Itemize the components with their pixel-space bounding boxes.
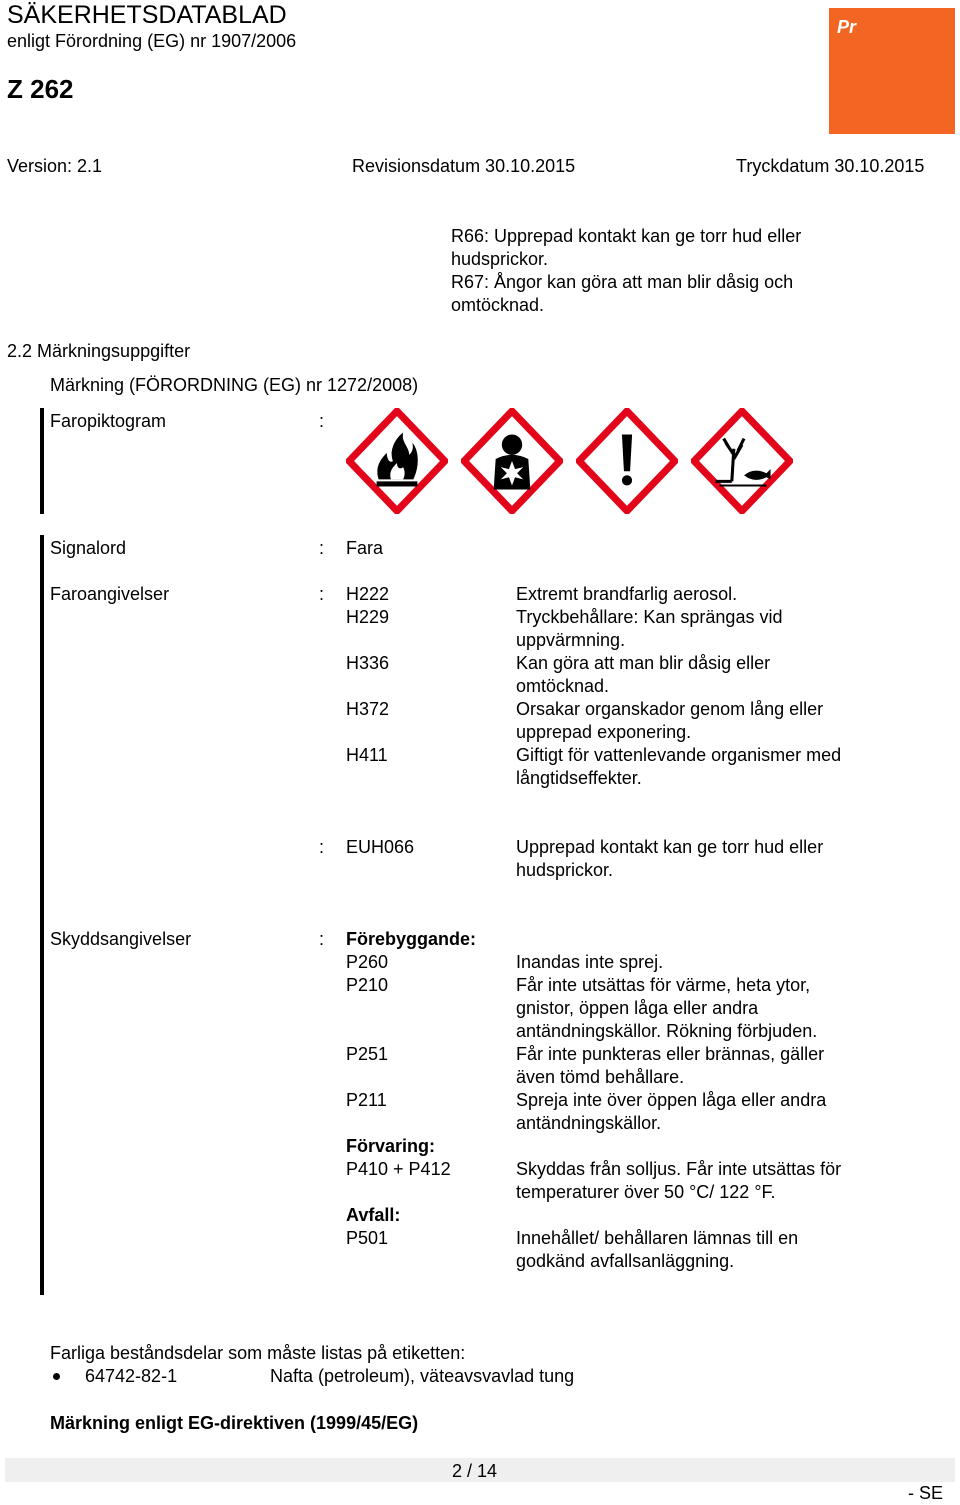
hazard-label: Faroangivelser: [50, 584, 170, 604]
precaution-text: Spreja inte över öppen låga eller andra: [516, 1090, 827, 1110]
disposal-heading: Avfall:: [346, 1205, 401, 1225]
precaution-text: även tömd behållare.: [516, 1067, 685, 1087]
document-title: SÄKERHETSDATABLAD: [7, 1, 287, 29]
pictogram-colon: :: [319, 411, 325, 431]
section-heading: 2.2 Märkningsuppgifter: [7, 341, 191, 361]
prevention-heading: Förebyggande:: [346, 929, 477, 949]
exclamation-icon: [576, 408, 678, 514]
precaution-text: godkänd avfallsanläggning.: [516, 1251, 735, 1271]
precaution-text: gnistor, öppen låga eller andra: [516, 998, 759, 1018]
page-number: 2 / 14: [452, 1461, 498, 1481]
hazard-text: omtöcknad.: [516, 676, 610, 696]
product-name: Z 262: [7, 74, 74, 104]
health-hazard-icon: [461, 408, 563, 514]
hazard-text: Tryckbehållare: Kan sprängas vid: [516, 607, 783, 627]
r-phrase-line: R66: Upprepad kontakt kan ge torr hud eller: [451, 226, 802, 246]
precaution-text: antändningskällor. Rökning förbjuden.: [516, 1021, 818, 1041]
hazard-text: uppvärmning.: [516, 630, 626, 650]
precaution-text: temperaturer över 50 °C/ 122 °F.: [516, 1182, 776, 1202]
section-bar: [40, 408, 44, 514]
logo-text: Pr: [837, 17, 857, 37]
signal-word-label: Signalord: [50, 538, 127, 558]
section-bar: [40, 535, 44, 1295]
company-logo: [829, 8, 955, 134]
print-date: Tryckdatum 30.10.2015: [736, 156, 925, 176]
precaution-text: Inandas inte sprej.: [516, 952, 664, 972]
hazard-text: långtidseffekter.: [516, 768, 642, 788]
precaution-text: Skyddas från solljus. Får inte utsättas för: [516, 1159, 842, 1179]
flame-icon: [346, 408, 448, 514]
precaution-code: P501: [346, 1228, 389, 1248]
bullet-icon: [53, 1373, 60, 1380]
hazard-code: H229: [346, 607, 390, 627]
revision-date: Revisionsdatum 30.10.2015: [352, 156, 576, 176]
precaution-label: Skyddsangivelser: [50, 929, 192, 949]
precaution-colon: :: [319, 929, 325, 949]
precaution-code: P251: [346, 1044, 389, 1064]
hazard-text: Giftigt för vattenlevande organismer med: [516, 745, 842, 765]
component-cas: 64742-82-1: [85, 1366, 178, 1386]
hazard-text: Orsakar organskador genom lång eller: [516, 699, 824, 719]
hazard-text: upprepad exponering.: [516, 722, 692, 742]
euh-colon: :: [319, 837, 325, 857]
hazard-text: Kan göra att man blir dåsig eller: [516, 653, 771, 673]
hazard-code: H336: [346, 653, 390, 673]
hazard-code: H372: [346, 699, 390, 719]
precaution-text: Får inte punkteras eller brännas, gäller: [516, 1044, 825, 1064]
r-phrase-line: R67: Ångor kan göra att man blir dåsig och: [451, 272, 794, 292]
euh-text: Upprepad kontakt kan ge torr hud eller: [516, 837, 824, 857]
precaution-text: Innehållet/ behållaren lämnas till en: [516, 1228, 799, 1248]
r-phrase-line: omtöcknad.: [451, 295, 545, 315]
precaution-text: antändningskällor.: [516, 1113, 662, 1133]
precaution-code: P410 + P412: [346, 1159, 451, 1179]
precaution-code: P210: [346, 975, 389, 995]
hazard-code: H222: [346, 584, 390, 604]
pictogram-label: Faropiktogram: [50, 411, 167, 431]
country-code: - SE: [908, 1483, 944, 1503]
components-heading: Farliga beståndsdelar som måste listas på etiketten:: [50, 1343, 466, 1363]
signal-word-colon: :: [319, 538, 325, 558]
regulation-heading: Märkning (FÖRORDNING (EG) nr 1272/2008): [50, 375, 419, 395]
r-phrase-line: hudsprickor.: [451, 249, 549, 269]
hazard-text: Extremt brandfarlig aerosol.: [516, 584, 738, 604]
hazard-colon: :: [319, 584, 325, 604]
directive-heading: Märkning enligt EG-direktiven (1999/45/EG): [50, 1413, 419, 1433]
version-label: Version: 2.1: [7, 156, 103, 176]
environment-icon: [691, 408, 793, 514]
precaution-code: P260: [346, 952, 389, 972]
hazard-code: H411: [346, 745, 388, 765]
document-subtitle: enligt Förordning (EG) nr 1907/2006: [7, 31, 297, 51]
storage-heading: Förvaring:: [346, 1136, 436, 1156]
euh-code: EUH066: [346, 837, 415, 857]
component-name: Nafta (petroleum), väteavsvavlad tung: [270, 1366, 575, 1386]
euh-text: hudsprickor.: [516, 860, 614, 880]
precaution-code: P211: [346, 1090, 387, 1110]
signal-word-value: Fara: [346, 538, 384, 558]
precaution-text: Får inte utsättas för värme, heta ytor,: [516, 975, 811, 995]
